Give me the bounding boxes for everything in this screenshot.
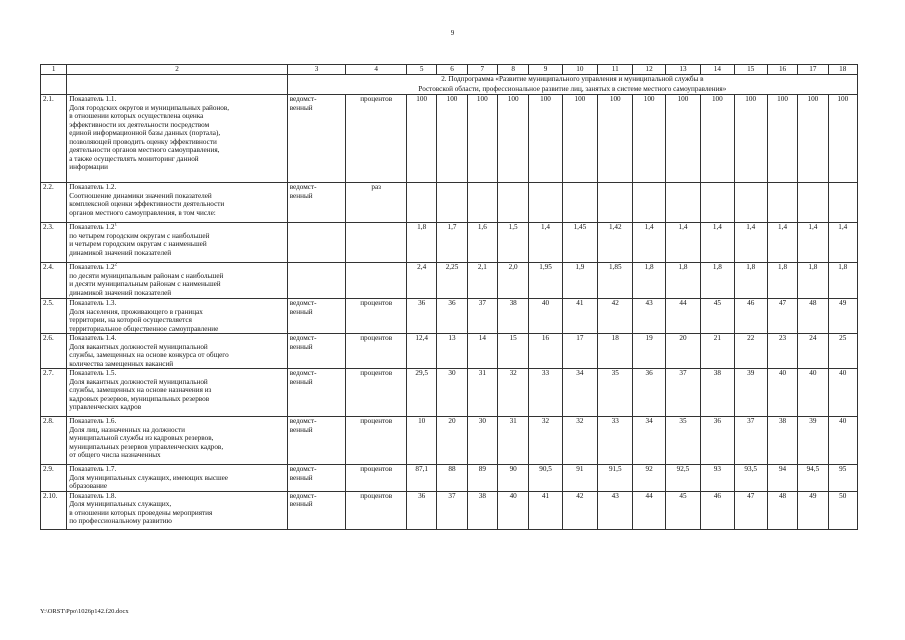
value-cell: 24: [798, 334, 828, 369]
column-number-cell: 2: [67, 65, 287, 75]
value-cell: 45: [701, 299, 734, 334]
value-cell: 40: [828, 369, 857, 417]
value-cell: 44: [633, 491, 665, 529]
column-number-cell: 13: [665, 65, 700, 75]
column-number-cell: 3: [287, 65, 346, 75]
column-number-cell: 5: [407, 65, 437, 75]
column-number-cell: 10: [562, 65, 597, 75]
value-cell: 31: [467, 369, 497, 417]
value-cell: 1,8: [734, 263, 767, 299]
table-row: [41, 299, 858, 334]
value-cell: 1,7: [437, 223, 467, 263]
value-cell: [467, 183, 497, 223]
table-row: [41, 369, 858, 417]
indicator-type: ведомст- венный: [287, 95, 346, 183]
indicator-type: [287, 223, 346, 263]
value-cell: 1,4: [767, 223, 797, 263]
value-cell: 42: [598, 299, 633, 334]
table-row: [41, 465, 858, 492]
value-cell: [529, 183, 562, 223]
value-cell: 36: [437, 299, 467, 334]
value-cell: 38: [767, 417, 797, 465]
row-code: 2.10.: [41, 491, 67, 529]
value-cell: 89: [467, 465, 497, 492]
indicator-type: ведомст- венный: [287, 491, 346, 529]
value-cell: 37: [437, 491, 467, 529]
value-cell: 1,8: [798, 263, 828, 299]
value-cell: 1,5: [497, 223, 528, 263]
table-row: [41, 334, 858, 369]
value-cell: 19: [633, 334, 665, 369]
column-number-cell: 11: [598, 65, 633, 75]
indicator-name: [67, 263, 287, 299]
value-cell: 41: [529, 491, 562, 529]
value-cell: 1,4: [665, 223, 700, 263]
value-cell: 36: [633, 369, 665, 417]
value-cell: 16: [529, 334, 562, 369]
value-cell: 14: [467, 334, 497, 369]
indicator-name: Показатель 1.1. Доля городских округов и муниципальных районов, в отношении которых осуществлена оценка эффективности их деятельности посредством единой информационной базы данных (портала), позволяющей проводить оценку эффективности деятельности органов местного самоуправления, а также осуществлять мониторинг данной информации: [67, 95, 287, 183]
unit-of-measure: раз: [346, 183, 407, 223]
value-cell: 40: [529, 299, 562, 334]
value-cell: 1,95: [529, 263, 562, 299]
value-cell: [497, 183, 528, 223]
value-cell: 46: [701, 491, 734, 529]
value-cell: 49: [798, 491, 828, 529]
table-row: [41, 263, 858, 299]
value-cell: 2,4: [407, 263, 437, 299]
row-code: 2.2.: [41, 183, 67, 223]
value-cell: 23: [767, 334, 797, 369]
value-cell: [767, 183, 797, 223]
table-row: [41, 417, 858, 465]
value-cell: 34: [633, 417, 665, 465]
value-cell: 37: [734, 417, 767, 465]
value-cell: 49: [828, 299, 857, 334]
unit-of-measure: процентов: [346, 491, 407, 529]
indicator-type: [287, 263, 346, 299]
unit-of-measure: процентов: [346, 95, 407, 183]
value-cell: 45: [665, 491, 700, 529]
table-row: [41, 183, 858, 223]
unit-of-measure: процентов: [346, 465, 407, 492]
indicator-type: ведомст- венный: [287, 465, 346, 492]
indicator-type: ведомст- венный: [287, 369, 346, 417]
table-row: [41, 491, 858, 529]
value-cell: 18: [598, 334, 633, 369]
value-cell: 100: [467, 95, 497, 183]
value-cell: 100: [767, 95, 797, 183]
value-cell: 44: [665, 299, 700, 334]
value-cell: 40: [798, 369, 828, 417]
value-cell: 100: [734, 95, 767, 183]
value-cell: 33: [529, 369, 562, 417]
indicator-type: ведомст- венный: [287, 299, 346, 334]
value-cell: 100: [437, 95, 467, 183]
value-cell: 30: [467, 417, 497, 465]
column-number-cell: 1: [41, 65, 67, 75]
indicator-name: Показатель 1.6. Доля лиц, назначенных на должности муниципальной службы из кадровых резервов, муниципальных резервов управленческих кадров, от общего числа назначенных: [67, 417, 287, 465]
row-code: 2.1.: [41, 95, 67, 183]
value-cell: [598, 183, 633, 223]
indicator-name: Показатель 1.8. Доля муниципальных служащих, в отношении которых проведены мероприятия по профессиональному развитию: [67, 491, 287, 529]
value-cell: 20: [437, 417, 467, 465]
value-cell: 34: [562, 369, 597, 417]
value-cell: 91,5: [598, 465, 633, 492]
value-cell: 46: [734, 299, 767, 334]
value-cell: 100: [598, 95, 633, 183]
value-cell: 36: [407, 299, 437, 334]
row-code: 2.6.: [41, 334, 67, 369]
row-code: 2.3.: [41, 223, 67, 263]
value-cell: 100: [529, 95, 562, 183]
file-path-footer: Y:\ORST\Ppo\1026p142.f20.docx: [40, 608, 129, 615]
value-cell: 1,4: [828, 223, 857, 263]
value-cell: 1,6: [467, 223, 497, 263]
value-cell: 1,45: [562, 223, 597, 263]
value-cell: 1,4: [798, 223, 828, 263]
value-cell: 50: [828, 491, 857, 529]
indicator-type: ведомст- венный: [287, 334, 346, 369]
value-cell: 100: [633, 95, 665, 183]
value-cell: 100: [828, 95, 857, 183]
value-cell: [407, 183, 437, 223]
value-cell: 1,4: [529, 223, 562, 263]
value-cell: 1,8: [665, 263, 700, 299]
column-number-cell: 18: [828, 65, 857, 75]
value-cell: 38: [701, 369, 734, 417]
value-cell: 31: [497, 417, 528, 465]
value-cell: 1,8: [701, 263, 734, 299]
value-cell: 100: [701, 95, 734, 183]
value-cell: 35: [598, 369, 633, 417]
value-cell: 17: [562, 334, 597, 369]
value-cell: 100: [665, 95, 700, 183]
value-cell: [633, 183, 665, 223]
indicator-type: ведомст- венный: [287, 183, 346, 223]
row-code: 2.9.: [41, 465, 67, 492]
value-cell: 32: [529, 417, 562, 465]
value-cell: 1,8: [407, 223, 437, 263]
indicator-name: Показатель 1.7. Доля муниципальных служащих, имеющих высшее образование: [67, 465, 287, 492]
column-number-cell: 17: [798, 65, 828, 75]
indicator-name: Показатель 1.3. Доля населения, проживающего в границах территории, на которой осуществляется территориальное общественное самоуправление: [67, 299, 287, 334]
value-cell: 38: [497, 299, 528, 334]
value-cell: 1,9: [562, 263, 597, 299]
row-code: 2.5.: [41, 299, 67, 334]
value-cell: 93,5: [734, 465, 767, 492]
unit-of-measure: [346, 263, 407, 299]
value-cell: 92: [633, 465, 665, 492]
column-number-cell: 14: [701, 65, 734, 75]
table-row: [41, 95, 858, 183]
value-cell: 47: [767, 299, 797, 334]
value-cell: 1,8: [633, 263, 665, 299]
indicator-type: ведомст- венный: [287, 417, 346, 465]
page-number: 9: [450, 29, 455, 37]
value-cell: 36: [407, 491, 437, 529]
value-cell: 92,5: [665, 465, 700, 492]
column-number-cell: 16: [767, 65, 797, 75]
value-cell: 100: [497, 95, 528, 183]
column-number-row: [41, 65, 858, 75]
value-cell: 1,4: [633, 223, 665, 263]
indicator-title: Показатель 1.2: [69, 223, 115, 231]
value-cell: 1,8: [767, 263, 797, 299]
value-cell: 94,5: [798, 465, 828, 492]
value-cell: 48: [767, 491, 797, 529]
indicator-name: [67, 223, 287, 263]
value-cell: [701, 183, 734, 223]
value-cell: 2,1: [467, 263, 497, 299]
column-number-cell: 6: [437, 65, 467, 75]
footnote-marker: 2: [114, 262, 117, 268]
value-cell: 43: [598, 491, 633, 529]
unit-of-measure: [346, 223, 407, 263]
column-number-cell: 8: [497, 65, 528, 75]
value-cell: 38: [467, 491, 497, 529]
value-cell: 37: [665, 369, 700, 417]
value-cell: 91: [562, 465, 597, 492]
unit-of-measure: процентов: [346, 417, 407, 465]
value-cell: 1,4: [734, 223, 767, 263]
value-cell: [734, 183, 767, 223]
column-number-cell: 7: [467, 65, 497, 75]
value-cell: 25: [828, 334, 857, 369]
value-cell: [665, 183, 700, 223]
value-cell: 40: [767, 369, 797, 417]
value-cell: 40: [497, 491, 528, 529]
value-cell: 2,0: [497, 263, 528, 299]
value-cell: 48: [798, 299, 828, 334]
subprogram-row: [41, 75, 858, 95]
value-cell: 1,85: [598, 263, 633, 299]
value-cell: 95: [828, 465, 857, 492]
value-cell: 90: [497, 465, 528, 492]
table-row: [41, 223, 858, 263]
indicator-name: Показатель 1.4. Доля вакантных должностей муниципальной службы, замещенных на основе конкурса от общего количества замещенных вакансий: [67, 334, 287, 369]
value-cell: [437, 183, 467, 223]
value-cell: 39: [798, 417, 828, 465]
value-cell: 29,5: [407, 369, 437, 417]
value-cell: 100: [562, 95, 597, 183]
subprogram-title: 2. Подпрограмма «Развитие муниципального управления и муниципальной службы в Ростовской области, профессиональное развитие лиц, занятых в системе местного самоуправления»: [287, 75, 857, 95]
value-cell: [798, 183, 828, 223]
column-number-cell: 12: [633, 65, 665, 75]
value-cell: 94: [767, 465, 797, 492]
value-cell: 36: [701, 417, 734, 465]
value-cell: 87,1: [407, 465, 437, 492]
indicator-title: Показатель 1.2: [69, 263, 115, 271]
column-number-cell: 15: [734, 65, 767, 75]
value-cell: 100: [798, 95, 828, 183]
value-cell: 1,4: [701, 223, 734, 263]
value-cell: 41: [562, 299, 597, 334]
value-cell: 1,8: [828, 263, 857, 299]
indicator-description: по четырем городским округам с наибольшей и четырем городским округам с наименьшей динамикой значений показателей: [69, 231, 210, 257]
value-cell: 13: [437, 334, 467, 369]
value-cell: 32: [562, 417, 597, 465]
column-number-cell: 9: [529, 65, 562, 75]
value-cell: 32: [497, 369, 528, 417]
value-cell: 93: [701, 465, 734, 492]
value-cell: 33: [598, 417, 633, 465]
value-cell: 20: [665, 334, 700, 369]
value-cell: 22: [734, 334, 767, 369]
value-cell: 15: [497, 334, 528, 369]
indicator-description: по десяти муниципальным районам с наибольшей и десяти муниципальным районам с наименьшей динамикой значений показателей: [69, 271, 224, 297]
row-code: 2.8.: [41, 417, 67, 465]
value-cell: [562, 183, 597, 223]
value-cell: [828, 183, 857, 223]
value-cell: 35: [665, 417, 700, 465]
indicator-name: Показатель 1.5. Доля вакантных должностей муниципальной службы, замещенных на основе назначения из кадровых резервов, муниципальных резервов управленческих кадров: [67, 369, 287, 417]
indicator-name: Показатель 1.2. Соотношение динамики значений показателей комплексной оценки эффективности деятельности органов местного самоуправления, в том числе:: [67, 183, 287, 223]
value-cell: 21: [701, 334, 734, 369]
value-cell: 88: [437, 465, 467, 492]
value-cell: 2,25: [437, 263, 467, 299]
footnote-marker: 1: [114, 222, 117, 228]
value-cell: 39: [734, 369, 767, 417]
value-cell: 37: [467, 299, 497, 334]
value-cell: 10: [407, 417, 437, 465]
row-code: 2.4.: [41, 263, 67, 299]
value-cell: 1,42: [598, 223, 633, 263]
row-code: 2.7.: [41, 369, 67, 417]
indicators-table: [40, 64, 858, 530]
value-cell: 30: [437, 369, 467, 417]
value-cell: 47: [734, 491, 767, 529]
value-cell: 12,4: [407, 334, 437, 369]
value-cell: 43: [633, 299, 665, 334]
unit-of-measure: процентов: [346, 299, 407, 334]
value-cell: 100: [407, 95, 437, 183]
unit-of-measure: процентов: [346, 334, 407, 369]
value-cell: 90,5: [529, 465, 562, 492]
value-cell: 42: [562, 491, 597, 529]
column-number-cell: 4: [346, 65, 407, 75]
value-cell: 40: [828, 417, 857, 465]
unit-of-measure: процентов: [346, 369, 407, 417]
